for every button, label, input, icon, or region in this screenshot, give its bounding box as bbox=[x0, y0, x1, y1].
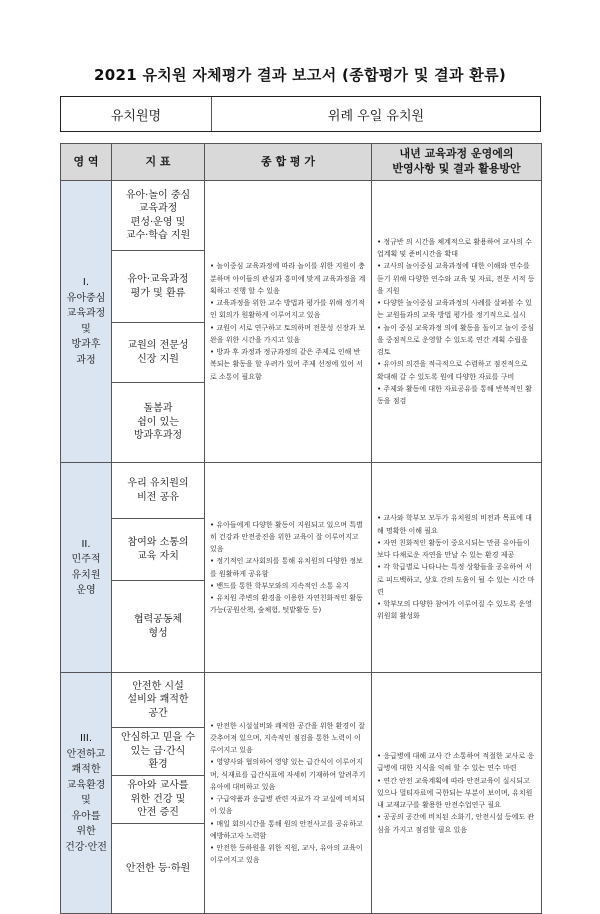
indicator-line: 안심하고 믿을 수 bbox=[121, 732, 195, 744]
indicator-line: 유아·교육과정 bbox=[127, 274, 189, 285]
evaluation-bullet: • 방과 후 과정과 정규과정의 같은 주제로 인해 반복되는 활동을 할 우려가 있어 주제 선정에 있어 서로 소통이 필요함 bbox=[210, 348, 364, 381]
plan-cell bbox=[372, 673, 542, 914]
evaluation-table bbox=[60, 143, 542, 914]
area-cell bbox=[61, 463, 112, 673]
evaluation-bullet: • 매일 회의시간을 통해 원의 안전사고를 공유하고 예방하고자 노력함 bbox=[210, 819, 363, 840]
indicator-line: 환경 bbox=[148, 759, 168, 771]
indicator-line: 형성 bbox=[148, 627, 168, 639]
plan-bullet: • 각 학급별로 나타나는 특정 상황들을 공유하여 서로 피드백하고, 상호 간의 도움이 될 수 있는 시간 마련 bbox=[377, 563, 535, 596]
evaluation-bullet: • 안전한 등하원을 위한 직원, 교사, 유아의 교육이 이루어지고 있음 bbox=[210, 844, 363, 865]
area-line: 교육과정 bbox=[66, 308, 106, 319]
area-line: 및 bbox=[81, 323, 91, 335]
evaluation-bullet: • 안전한 시설설비와 쾌적한 공간을 위한 환경이 잘 갖추어져 있으며, 지속적인 점검을 통한 노력이 이루어지고 있음 bbox=[210, 721, 365, 754]
evaluation-bullet: • 영양사와 협의하여 영양 있는 급간식이 이루어지며, 식재료를 급간식표에 자세히 기재하여 알려주기 유아에 대비하고 있음 bbox=[210, 758, 366, 791]
indicator-line: 안전한 시설 bbox=[132, 680, 184, 692]
indicator-line: 협력공동체 bbox=[133, 614, 183, 625]
evaluation-cell bbox=[205, 463, 372, 673]
table-row bbox=[61, 463, 542, 519]
area-line: 방과후 bbox=[71, 339, 101, 350]
indicator-cell bbox=[112, 824, 205, 914]
indicator-line: 안전 증진 bbox=[137, 807, 179, 819]
plan-bullet: • 교사의 놀이중심 교육과정에 대한 이해와 연수를 듣기 위해 다양한 연수와 교육 및 자료, 전문 서적 등을 지원 bbox=[377, 262, 535, 295]
evaluation-bullet: • 정기적인 교사회의를 통해 유치원의 다양한 정보를 원활하게 공유함 bbox=[210, 557, 363, 578]
plan-bullet: • 연간 안전 교육계획에 따라 안전교육이 실시되고 있으나 멀티자료에 국한되는 부분이 보이며, 유치원 내 교재교구를 활용한 안전수업연구 필요 bbox=[377, 776, 533, 810]
indicator-cell bbox=[112, 519, 205, 581]
indicator-cell bbox=[112, 463, 205, 519]
indicator-line: 설비와 쾌적한 bbox=[127, 694, 189, 706]
table-row bbox=[61, 181, 542, 251]
indicator-line: 신장 지원 bbox=[137, 353, 179, 365]
indicator-line: 교원의 전문성 bbox=[127, 340, 189, 351]
indicator-cell bbox=[112, 323, 205, 383]
table-header-row bbox=[61, 144, 542, 181]
evaluation-bullet: • 밴드를 통한 학부모와의 지속적인 소통 유지 bbox=[210, 581, 350, 590]
indicator-line: 교육 자치 bbox=[137, 550, 179, 562]
area-line: 건강·안전 bbox=[65, 841, 107, 853]
header-area: 영 역 bbox=[61, 144, 112, 181]
plan-bullet: • 주제와 활동에 대한 자료공유를 통해 반복적인 활동을 점검 bbox=[377, 384, 532, 405]
area-line: 유치원 bbox=[71, 569, 101, 581]
area-line: III. bbox=[79, 733, 93, 744]
indicator-line: 참여와 소통의 bbox=[127, 537, 189, 548]
area-line: 쾌적한 bbox=[71, 764, 101, 775]
kindergarten-name-box bbox=[60, 96, 541, 132]
header-plan-line2: 반영사항 및 결과 활용방안 bbox=[392, 162, 521, 175]
plan-bullet: • 공공의 공간에 비치된 소화기, 안전시설 등에도 관심을 가지고 점검할 필요 있음 bbox=[377, 813, 535, 834]
area-line: 과정 bbox=[76, 354, 96, 366]
table-row bbox=[61, 673, 542, 728]
header-plan-line1: 내년 교육과정 운영에의 bbox=[399, 147, 514, 161]
indicator-line: 평가 및 환류 bbox=[130, 287, 186, 299]
indicator-line: 공간 bbox=[148, 707, 168, 719]
evaluation-cell bbox=[205, 673, 372, 914]
indicator-line: 있는 급·간식 bbox=[130, 745, 186, 757]
plan-cell bbox=[372, 181, 542, 463]
plan-bullet: • 다양한 놀이중심 교육과정의 사례를 살펴볼 수 있는 교원들과의 교육 방법 평가를 정기적으로 실시 bbox=[377, 299, 532, 320]
evaluation-bullet: • 유아들에게 다양한 활동이 지원되고 있으며 특별히 건강과 안전증진을 위한 교육이 잘 이루어지고 있음 bbox=[210, 520, 363, 553]
plan-bullet: • 교사와 학부모 모두가 유치원의 비전과 목표에 대해 명확한 이해 필요 bbox=[377, 514, 532, 535]
indicator-line: 안전한 등·하원 bbox=[125, 862, 191, 874]
evaluation-cell bbox=[205, 181, 372, 463]
area-line: 운영 bbox=[76, 585, 96, 596]
indicator-line: 쉼이 있는 bbox=[137, 416, 179, 428]
evaluation-bullet: • 교원이 서로 연구하고 토의하며 전문성 신장과 보완을 위한 시간을 가지고 있음 bbox=[210, 323, 365, 344]
plan-bullet: • 정규반 의 시간을 체계적으로 활용하여 교사의 수업계획 및 준비시간을 확대 bbox=[377, 237, 532, 258]
plan-bullet: • 학부모의 다양한 참여가 이루어질 수 있도록 운영위원회 활성화 bbox=[377, 600, 532, 621]
header-plan bbox=[372, 144, 542, 181]
kindergarten-name-label: 유치원명 bbox=[61, 97, 212, 131]
indicator-line: 교육과정 bbox=[138, 203, 178, 214]
indicator-line: 유아와 교사를 bbox=[127, 780, 189, 792]
indicator-cell bbox=[112, 251, 205, 323]
plan-bullet: • 자연 친화적인 활동이 중요시되는 만큼 유아들이 보다 다채로운 자연을 만날 수 있는 환경 제공 bbox=[377, 538, 530, 560]
indicator-cell bbox=[112, 181, 205, 251]
area-line: 위한 bbox=[76, 826, 96, 837]
area-line: 유아를 bbox=[71, 810, 101, 822]
indicator-line: 편성·운영 및 bbox=[130, 216, 186, 228]
area-line: 유아중심 bbox=[66, 292, 106, 304]
area-line: 및 bbox=[81, 795, 91, 806]
evaluation-bullet: • 교육과정을 위한 교수 방법과 평가를 위해 정기적인 회의가 원활하게 이루어지고 있음 bbox=[210, 299, 365, 320]
plan-bullet: • 놀이 중심 교육과정 의에 활동을 돌이고 놀이 중심을 중점적으로 운영할 수 있도록 연간 계획 수립을 검토 bbox=[377, 323, 535, 356]
area-cell bbox=[61, 673, 112, 914]
indicator-line: 방과후과정 bbox=[133, 430, 183, 442]
evaluation-bullet: • 놀이중심 교육과정에 따라 놀이를 위한 지원이 충분하며 아이들의 관심과 흥미에 맞게 교육과정을 계획하고 진행 할 수 있음 bbox=[210, 262, 366, 295]
indicator-cell bbox=[112, 776, 205, 824]
indicator-line: 우리 유치원의 bbox=[127, 478, 189, 489]
indicator-line: 유아·놀이 중심 bbox=[125, 189, 191, 201]
indicator-line: 비전 공유 bbox=[137, 491, 179, 503]
area-line: 민주적 bbox=[71, 554, 101, 565]
report-title: 2021 유치원 자체평가 결과 보고서 (종합평가 및 결과 환류) bbox=[93, 66, 507, 84]
indicator-cell bbox=[112, 383, 205, 463]
header-indicator: 지 표 bbox=[112, 144, 205, 181]
area-line: 교육환경 bbox=[66, 779, 106, 791]
area-cell bbox=[61, 181, 112, 463]
plan-bullet: • 응급병에 대해 교사 간 소통하여 적절한 교사로 응급병에 대한 지식을 익혀 할 수 있는 연수 마련 bbox=[377, 752, 535, 773]
evaluation-bullet: • 구급약품과 응급병 관련 자료가 각 교실에 비치되어 있음 bbox=[210, 795, 365, 816]
header-evaluation: 종 합 평 가 bbox=[205, 144, 372, 181]
plan-cell bbox=[372, 463, 542, 673]
plan-bullet: • 유아의 의견을 적극적으로 수렴하고 점진적으로 확대해 갈 수 있도록 원에 다양한 자료를 구비 bbox=[377, 360, 528, 381]
indicator-line: 교수·학습 지원 bbox=[125, 230, 191, 241]
indicator-cell bbox=[112, 673, 205, 728]
indicator-line: 위한 건강 및 bbox=[130, 793, 186, 805]
area-line: I. bbox=[82, 277, 90, 288]
area-line: 안전하고 bbox=[66, 748, 106, 760]
indicator-cell bbox=[112, 581, 205, 673]
indicator-cell bbox=[112, 728, 205, 776]
indicator-line: 돌봄과 bbox=[143, 403, 173, 415]
area-line: II. bbox=[81, 538, 91, 550]
evaluation-bullet: • 유치원 주변의 환경을 이용한 자연친화적인 활동 가능(공원산책, 숲체험, 텃밭활동 등) bbox=[210, 594, 363, 615]
kindergarten-name-value: 위례 우일 유치원 bbox=[327, 108, 425, 124]
